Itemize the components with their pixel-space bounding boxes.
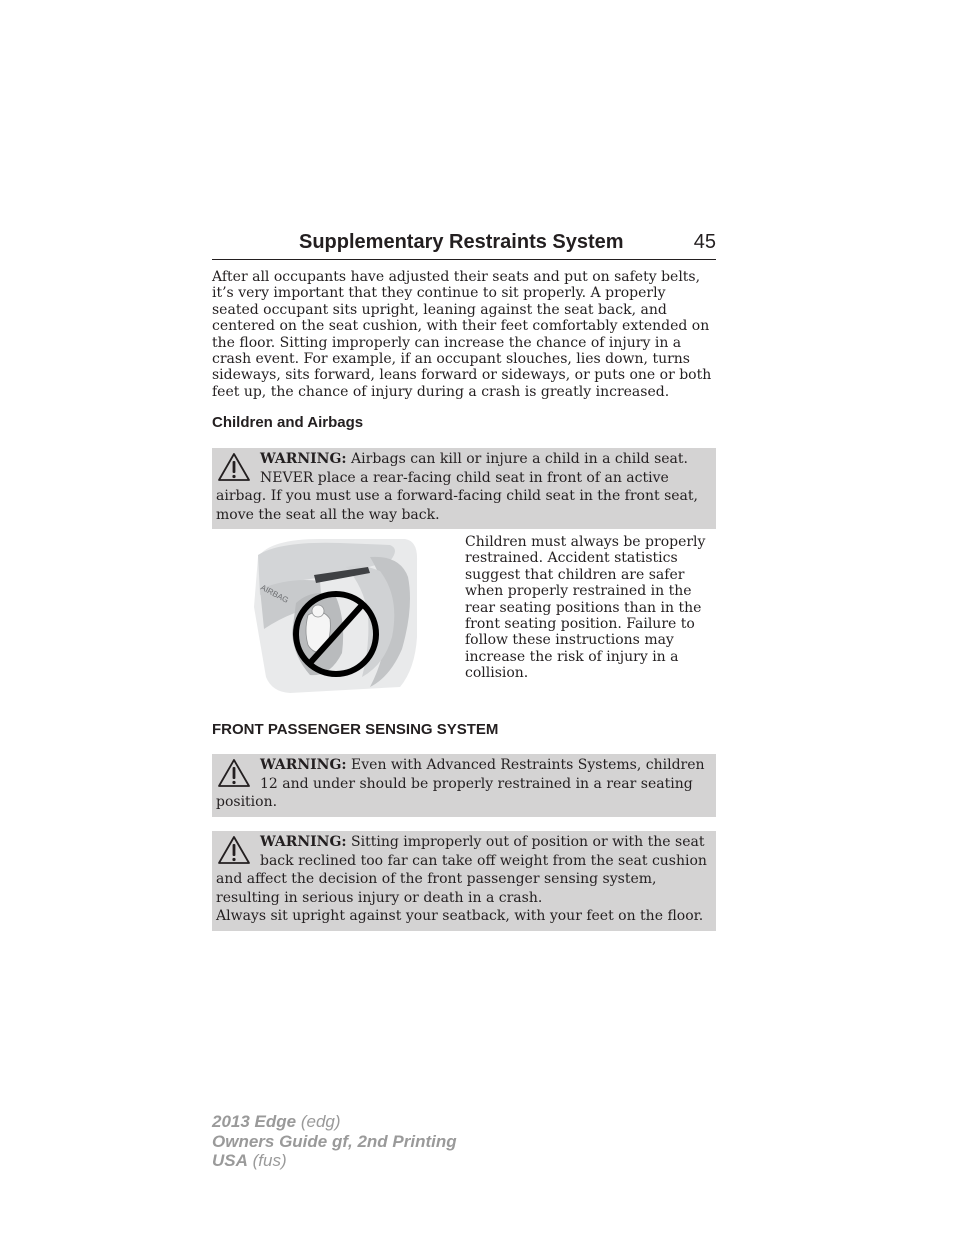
child-seat-airbag-illustration: [250, 537, 422, 693]
page-footer: [212, 1112, 457, 1171]
front-passenger-sensing-heading: FRONT PASSENGER SENSING SYSTEM: [212, 721, 499, 738]
footer-guide: Owners Guide gf, 2nd Printing: [212, 1131, 457, 1151]
intro-paragraph: After all occupants have adjusted their seats and put on safety belts, it’s very important that they continue to sit properly. A properly seated occupant sits upright, leaning against the seat back, and centered on the seat cushion, with their feet comfortably extended on the floor. Sitting improperly can increase the chance of injury in a crash event. For example, if an occupant slouches, lies down, turns sideways, sits forward, leans forward or sideways, or puts one or both feet up, the chance of injury during a crash is greatly increased.: [212, 269, 712, 400]
footer-line-guide: [212, 1132, 457, 1152]
footer-model: 2013 Edge: [212, 1112, 297, 1131]
warning-text-followup: Always sit upright against your seatback, with your feet on the floor.: [216, 908, 704, 924]
warning-label: WARNING:: [260, 451, 347, 467]
section-title: Supplementary Restraints System: [299, 231, 624, 253]
warning-box-children-12: [212, 754, 716, 817]
children-restraint-text: Children must always be properly restrained. Accident statistics suggest that children are safer when properly restrained in the rear seating positions than in the front seating position. Failure to follow these instructions may increase the risk of injury in a collision.: [465, 534, 706, 682]
warning-label: WARNING:: [260, 834, 347, 850]
footer-market: USA: [212, 1151, 248, 1170]
children-airbags-heading: Children and Airbags: [212, 414, 364, 431]
page-header: [212, 229, 716, 260]
warning-label: WARNING:: [260, 757, 347, 773]
warning-box-child-seat: [212, 448, 716, 529]
footer-line-market: [212, 1151, 457, 1171]
footer-market-code: (fus): [252, 1151, 287, 1170]
warning-text: Even with Advanced Restraints Systems, children 12 and under should be properly restrained in a rear seating position.: [216, 757, 705, 810]
warning-triangle-icon: [217, 758, 251, 788]
footer-model-code: (edg): [300, 1112, 341, 1131]
warning-text: Sitting improperly out of position or with the seat back reclined too far can take off weight from the seat cushion and affect the decision of the front passenger sensing system, resulting in serious injury or death in a crash.: [216, 834, 707, 906]
footer-line-model: [212, 1112, 457, 1132]
warning-text: Airbags can kill or injure a child in a child seat. NEVER place a rear-facing child seat in front of an active airbag. If you must use a forward-facing child seat in the front seat, move the seat all the way back.: [216, 451, 698, 523]
warning-box-sitting-position: [212, 831, 716, 931]
warning-triangle-icon: [217, 452, 251, 482]
airbag-label: AIRBAG: [259, 582, 290, 605]
warning-triangle-icon: [217, 835, 251, 865]
page-number: 45: [693, 231, 716, 253]
